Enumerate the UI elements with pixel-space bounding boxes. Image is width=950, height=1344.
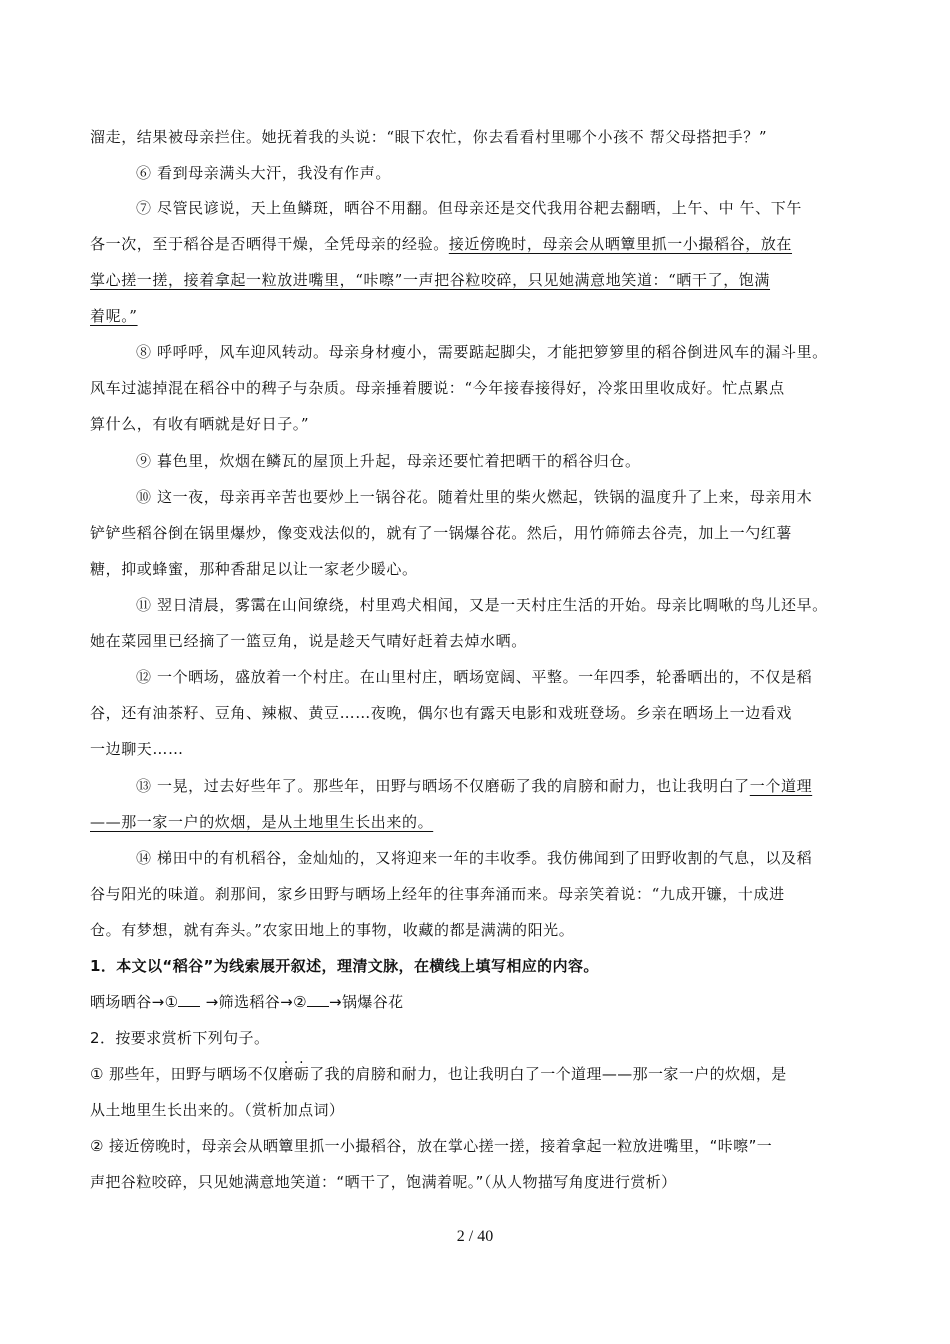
question-2-2-line-2: 声把谷粒咬碎，只见她满意地笑道：“晒干了，饱满着呢。”（从人物描写角度进行赏析）: [90, 1173, 677, 1191]
paragraph-12-line-1: ⑫ 一个晒场，盛放着一个村庄。在山里村庄，晒场宽阔、平整。一年四季，轮番晒出的，不仅是稻: [136, 668, 813, 686]
paragraph-10-line-2: 铲铲些稻谷倒在锅里爆炒，像变戏法似的，就有了一锅爆谷花。然后，用竹筛筛去谷壳，加上一勺红薯: [90, 524, 793, 542]
chain-step-1: 晒场晒谷→①: [90, 993, 179, 1011]
chain-step-2: →筛选稻谷→②: [200, 993, 307, 1011]
answer-blank-1[interactable]: [178, 992, 200, 1007]
paragraph-7-line-1: ⑦ 尽管民谚说，天上鱼鳞斑，晒谷不用翻。但母亲还是交代我用谷耙去翻晒，上午、中 午、下午: [136, 199, 802, 217]
paragraph-9: ⑨ 暮色里，炊烟在鳞瓦的屋顶上升起，母亲还要忙着把晒干的稻谷归仓。: [136, 452, 641, 470]
paragraph-10-line-3: 糖，抑或蜂蜜，那种香甜足以让一家老少暖心。: [90, 560, 418, 578]
paragraph-10-line-1: ⑩ 这一夜，母亲再辛苦也要炒上一锅谷花。随着灶里的柴火燃起，铁锅的温度升了上来，母亲用木: [136, 488, 813, 506]
question-2-1-line-2: 从土地里生长出来的。（赏析加点词）: [90, 1101, 345, 1119]
paragraph-14-line-1: ⑭ 梯田中的有机稻谷，金灿灿的，又将迎来一年的丰收季。我仿佛闻到了田野收割的气息，以及稻: [136, 849, 813, 867]
question-1-chain: [90, 992, 404, 1012]
page-number: 2 / 40: [456, 1228, 494, 1245]
paragraph-8-line-3: 算什么，有收有晒就是好日子。”: [90, 415, 310, 433]
paragraph-12-line-2: 谷，还有油茶籽、豆角、辣椒、黄豆……夜晚，偶尔也有露天电影和戏班登场。乡亲在晒场上一边看戏: [90, 704, 793, 722]
paragraph-7-line-2: [90, 234, 792, 254]
paragraph-11-line-1: ⑪ 翌日清晨，雾霭在山间缭绕，村里鸡犬相闻，又是一天村庄生活的开始。母亲比啁啾的鸟儿还早。: [136, 596, 828, 614]
p13-underlined-end: ——那一家一户的炊烟，是从土地里生长出来的。: [90, 813, 434, 831]
paragraph-12-line-3: 一边聊天……: [90, 740, 184, 758]
q2-1-text-a: ① 那些年，田野与晒场不仅: [90, 1065, 279, 1083]
paragraph-6: ⑥ 看到母亲满头大汗，我没有作声。: [136, 164, 391, 182]
paragraph-7-line-4: [90, 306, 138, 326]
p13-underlined-start: 一个道理: [749, 777, 813, 795]
question-1-title: 1．本文以“稻谷”为线索展开叙述，理清文脉，在横线上填写相应的内容。: [90, 957, 599, 975]
p7-text: 各一次，至于稻谷是否晒得干燥，全凭母亲的经验。: [90, 235, 449, 253]
question-2-2-line-1: ② 接近傍晚时，母亲会从晒簟里抓一小撮稻谷，放在掌心搓一搓，接着拿起一粒放进嘴里，“咔嚓”一: [90, 1137, 773, 1155]
dotted-word-char-2: 砺: [293, 1065, 310, 1083]
p7-underlined-end: 着呢。”: [90, 307, 138, 325]
p7-underlined-start: 接近傍晚时，母亲会从晒簟里抓一小撮稻谷，放在: [448, 235, 793, 253]
paragraph-11-line-2: 她在菜园里已经摘了一篮豆角，说是趁天气晴好赶着去焯水晒。: [90, 632, 527, 650]
p7-underlined-mid: 掌心搓一搓，接着拿起一粒放进嘴里，“咔嚓”一声把谷粒咬碎，只见她满意地笑道：“晒干了，饱满: [90, 271, 771, 289]
paragraph-13-line-2: [90, 812, 433, 832]
paragraph-8-line-1: ⑧ 呼呼呼，风车迎风转动。母亲身材瘦小，需要踮起脚尖，才能把箩箩里的稻谷倒进风车的漏斗里。: [136, 343, 828, 361]
chain-step-3: →锅爆谷花: [328, 993, 404, 1011]
answer-blank-2[interactable]: [307, 992, 329, 1007]
question-2-1-line-1: [90, 1064, 787, 1084]
dotted-word-char-1: 磨: [278, 1065, 294, 1083]
question-2-title: 2．按要求赏析下列句子。: [90, 1029, 270, 1047]
paragraph-14-line-2: 谷与阳光的味道。刹那间，家乡田野与晒场上经年的往事奔涌而来。母亲笑着说：“九成开镰，十成进: [90, 885, 785, 903]
paragraph-7-line-3: [90, 270, 770, 290]
paragraph-14-line-3: 仓。有梦想，就有奔头。”农家田地上的事物，收藏的都是满满的阳光。: [90, 921, 575, 939]
paragraph-13-line-1: [136, 776, 812, 796]
p13-text: ⑬ 一晃，过去好些年了。那些年，田野与晒场不仅磨砺了我的肩膀和耐力，也让我明白了: [136, 777, 750, 795]
paragraph-5-tail: 溜走，结果被母亲拦住。她抚着我的头说：“眼下农忙，你去看看村里哪个小孩不 帮父母搭把手？”: [90, 128, 768, 146]
q2-1-text-b: 了我的肩膀和耐力，也让我明白了一个道理——那一家一户的炊烟，是: [309, 1065, 787, 1083]
paragraph-8-line-2: 风车过滤掉混在稻谷中的稗子与杂质。母亲捶着腰说：“今年接春接得好，冷浆田里收成好。忙点累点: [90, 379, 785, 397]
